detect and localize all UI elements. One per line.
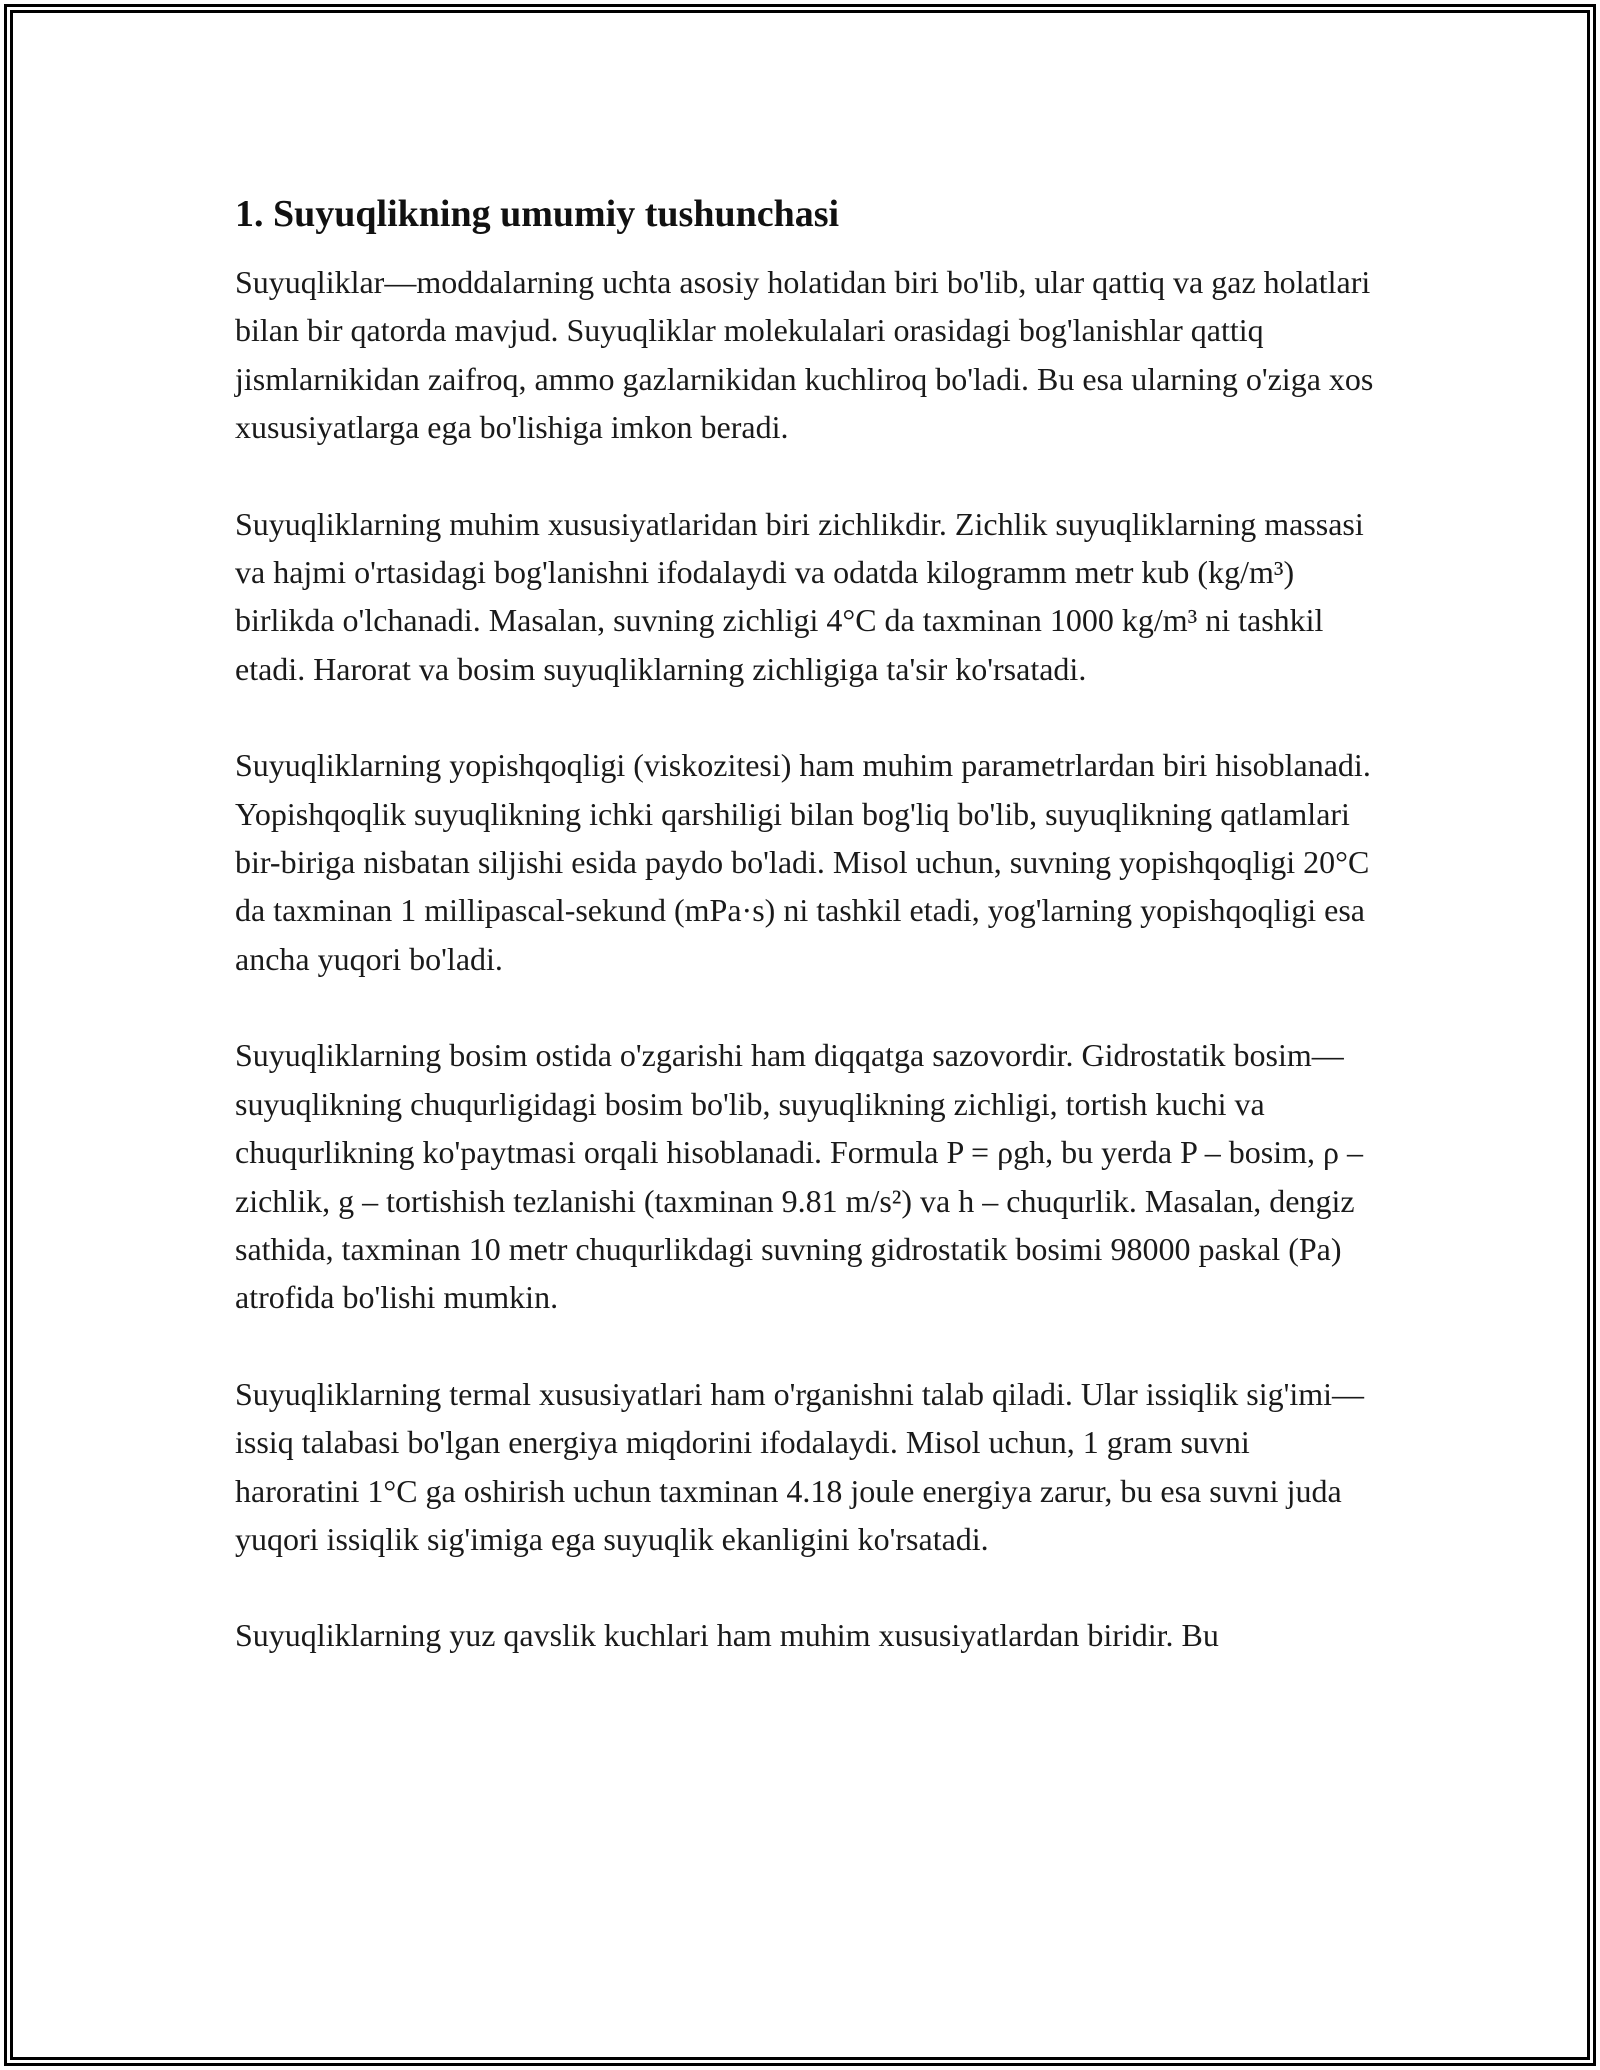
section-heading: 1. Suyuqlikning umumiy tushunchasi xyxy=(235,193,840,235)
document-body xyxy=(235,186,1375,1708)
paragraph-viscosity: Suyuqliklarning yopishqoqligi (viskozitesi) ham muhim parametrlardan biri hisoblanadi. Yopishqoqlik suyuqlikning ichki qarshiligi bilan bog'liq bo'lib, suyuqlikning qatlamlari bir-biriga nisbatan siljishi esida paydo bo'ladi. Misol uchun, suvning yopishqoqligi 20°C da taxminan 1 millipascal-sekund (mPa·s) ni tashkil etadi, yog'larning yopishqoqligi esa ancha yuqori bo'ladi. xyxy=(235,747,1371,977)
paragraph-surface-tension: Suyuqliklarning yuz qavslik kuchlari ham muhim xususiyatlardan biridir. Bu xyxy=(235,1617,1219,1654)
paragraph-pressure: Suyuqliklarning bosim ostida o'zgarishi ham diqqatga sazovordir. Gidrostatik bosim—suyuqlikning chuqurligidagi bosim bo'lib, suyuqlikning zichligi, tortish kuchi va chuqurlikning ko'paytmasi orqali hisoblanadi. Formula P = ρgh, bu yerda P – bosim, ρ – zichlik, g – tortishish tezlanishi (taxminan 9.81 m/s²) va h – chuqurlik. Masalan, dengiz sathida, taxminan 10 metr chuqurlikdagi suvning gidrostatik bosimi 98000 paskal (Pa) atrofida bo'lishi mumkin. xyxy=(235,1037,1363,1316)
paragraph-intro: Suyuqliklar—moddalarning uchta asosiy holatidan biri bo'lib, ular qattiq va gaz holatlari bilan bir qatorda mavjud. Suyuqliklar molekulalari orasidagi bog'lanishlar qattiq jismlarnikidan zaifroq, ammo gazlarnikidan kuchliroq bo'ladi. Bu esa ularning o'ziga xos xususiyatlarga ega bo'lishiga imkon beradi. xyxy=(235,264,1374,446)
paragraph-thermal: Suyuqliklarning termal xususiyatlari ham o'rganishni talab qiladi. Ular issiqlik sig'imi—issiq talabasi bo'lgan energiya miqdorini ifodalaydi. Misol uchun, 1 gram suvni haroratini 1°C ga oshirish uchun taxminan 4.18 joule energiya zarur, bu esa suvni juda yuqori issiqlik sig'imiga ega suyuqlik ekanligini ko'rsatadi. xyxy=(235,1375,1365,1557)
paragraph-density: Suyuqliklarning muhim xususiyatlaridan biri zichlikdir. Zichlik suyuqliklarning massasi va hajmi o'rtasidagi bog'lanishni ifodalaydi va odatda kilogramm metr kub (kg/m³) birlikda o'lchanadi. Masalan, suvning zichligi 4°C da taxminan 1000 kg/m³ ni tashkil etadi. Harorat va bosim suyuqliklarning zichligiga ta'sir ko'rsatadi. xyxy=(235,505,1364,687)
